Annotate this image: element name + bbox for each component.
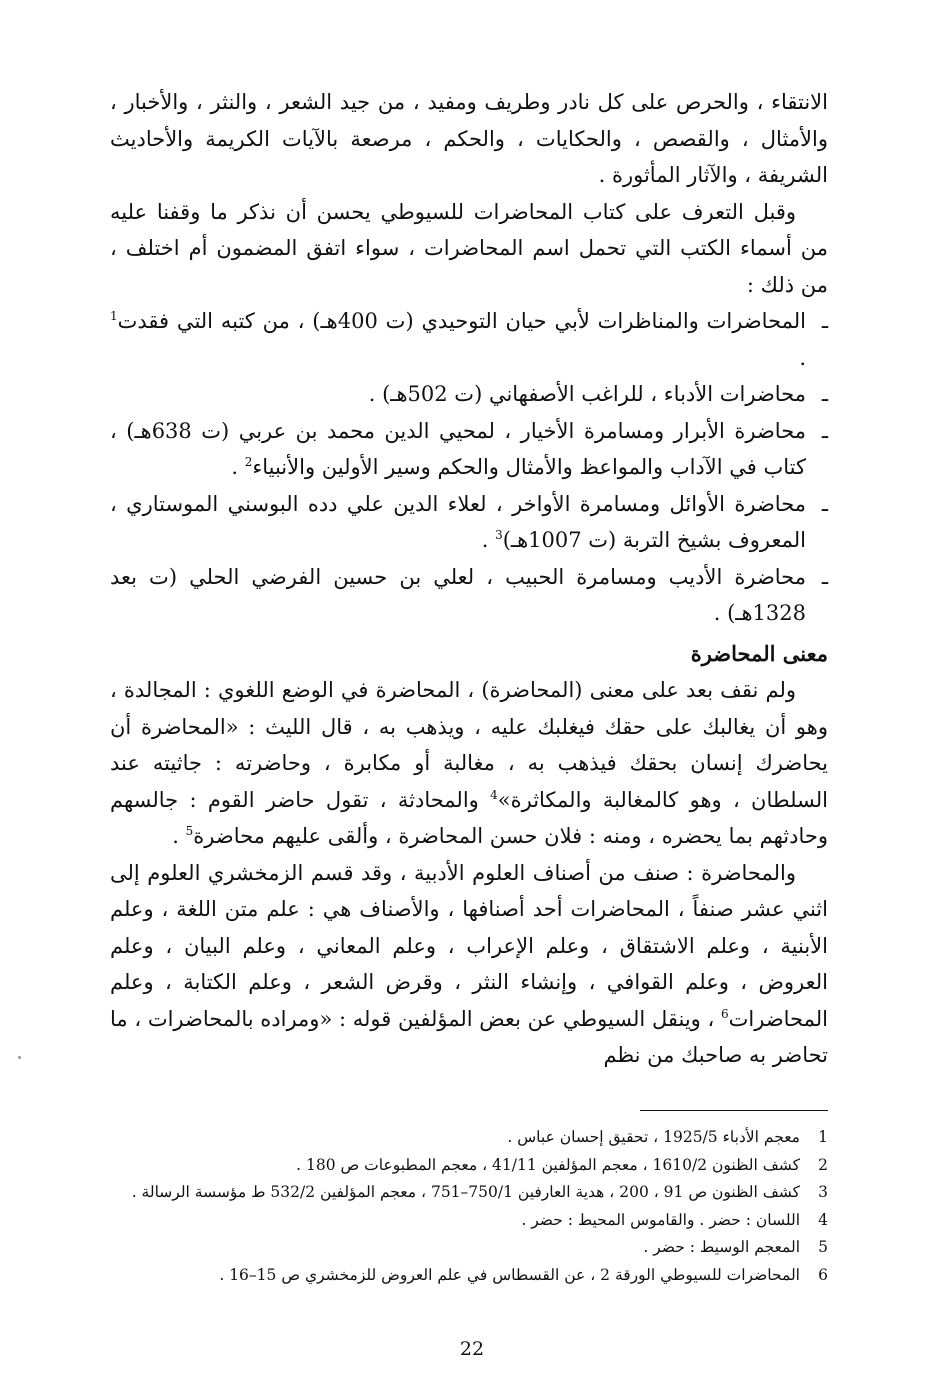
- footnote-ref[interactable]: 3: [495, 528, 503, 542]
- footnote-text: معجم الأدباء 1925/5 ، تحقيق إحسان عباس .: [507, 1128, 800, 1146]
- footnote-ref[interactable]: 5: [185, 824, 194, 838]
- footnote-number: 5: [818, 1238, 828, 1256]
- section-heading: معنى المحاضرة: [690, 640, 828, 666]
- footnote-ref[interactable]: 4: [490, 787, 498, 802]
- list-item-text: محاضرة الأوائل ومسامرة الأواخر ، لعلاء الدين علي دده البوسني الموستاري ، المعروف بشيخ التربة (ت 1007هـ): [110, 491, 806, 552]
- list-item: [110, 303, 828, 376]
- dash-bullet: ـ: [821, 564, 828, 589]
- footnote-text: كشف الظنون 1610/2 ، معجم المؤلفين 41/11 ، معجم المطبوعات ص 180 .: [296, 1155, 800, 1174]
- footnote-number: 2: [818, 1155, 828, 1174]
- list-item-text: المحاضرات والمناظرات لأبي حيان التوحيدي (ت 400هـ) ، من كتبه التي فقدت: [117, 309, 806, 333]
- dash-bullet: ـ: [821, 418, 828, 443]
- footnote: [110, 1124, 828, 1152]
- dash-bullet: ـ: [821, 491, 828, 516]
- list-item-text: محاضرة الأبرار ومسامرة الأخيار ، لمحيي الدين محمد بن عربي (ت 638هـ) ، كتاب في الآداب والمواعظ والأمثال والحكم وسير الأولين والأنبياء: [110, 418, 806, 479]
- footnote-number: 1: [818, 1128, 828, 1146]
- footnote-number: 4: [818, 1210, 828, 1229]
- footnote: [110, 1207, 828, 1235]
- list-item: [110, 376, 828, 413]
- footnote-text: اللسان : حضر . والقاموس المحيط : حضر .: [521, 1210, 800, 1229]
- list-item-text: محاضرة الأديب ومسامرة الحبيب ، لعلي بن حسين الفرضي الحلي (ت بعد 1328هـ) .: [110, 564, 806, 625]
- paragraph-2: وقبل التعرف على كتاب المحاضرات للسيوطي يحسن أن نذكر ما وقفنا عليه من أسماء الكتب التي تحمل اسم المحاضرات ، سواء اتفق المضمون أم اختلف ، من ذلك :: [110, 199, 828, 297]
- footnote-separator: [640, 1110, 828, 1111]
- footnote-ref[interactable]: 6: [721, 1006, 729, 1021]
- paragraph-3-text-b: والمحادثة ، تقول حاضر القوم : جالسهم وحادثهم بما يحضره ، ومنه : فلان حسن المحاضرة ، وألقى عليهم محاضرة: [110, 787, 828, 848]
- list-item: [110, 486, 828, 559]
- footnotes: [110, 1124, 828, 1289]
- paragraph-3-text-c: .: [172, 824, 186, 848]
- paragraph-1: الانتقاء ، والحرص على كل نادر وطريف ومفيد ، من جيد الشعر ، والنثر ، والأخبار ، والأمثال ، والقصص ، والحكايات ، والحكم ، مرصعة بالآيات الكريمة والأحاديث الشريفة ، والآثار المأثورة .: [110, 90, 828, 187]
- footnote-text: المحاضرات للسيوطي الورقة 2 ، عن القسطاس في علم العروض للزمخشري ص 15–16 .: [219, 1265, 800, 1284]
- footnote: [110, 1234, 828, 1262]
- paragraph-3: [110, 672, 828, 855]
- footnote-number: 3: [818, 1183, 828, 1201]
- list-item-tail: .: [231, 455, 245, 479]
- footnote-ref[interactable]: 2: [244, 455, 253, 469]
- list-item: [110, 413, 828, 486]
- list-item: [110, 559, 828, 632]
- paragraph-4-text-a: والمحاضرة : صنف من أصناف العلوم الأدبية ، وقد قسم الزمخشري العلوم إلى اثني عشر صنفاً ، المحاضرات أحد أصنافها ، والأصناف هي : علم متن اللغة ، وعلم الأبنية ، وعلم الاشتقاق ، وعلم الإعراب ، وعلم المعاني ، وعلم البيان ، وعلم العروض ، وعلم القوافي ، وإنشاء النثر ، وقرض الشعر ، وعلم الكتابة ، وعلم المحاضرات: [110, 860, 828, 1031]
- dash-bullet: ـ: [821, 382, 828, 406]
- footnote: [110, 1179, 828, 1207]
- footnote-number: 6: [818, 1265, 828, 1284]
- paragraph-3-text-a: ولم نقف بعد على معنى (المحاضرة) ، المحاضرة في الوضع اللغوي : المجالدة ، وهو أن يغالبك على حقك فيغلبك عليه ، ويذهب به ، قال الليث : «المحاضرة أن يحاضرك إنسان بحقك فيذهب به ، مغالبة أو مكابرة ، وحاضرته : جاثيته عند السلطان ، وهو كالمغالبة والمكاثرة»: [110, 678, 828, 812]
- footnote: [110, 1262, 828, 1290]
- footnote-text: المعجم الوسيط : حضر .: [643, 1238, 800, 1256]
- footnote-text: كشف الظنون ص 91 ، 200 ، هدية العارفين 750/1–751 ، معجم المؤلفين 532/2 ط مؤسسة الرسالة .: [131, 1183, 800, 1201]
- scan-speck: [18, 1056, 21, 1059]
- dash-bullet: ـ: [821, 309, 828, 333]
- footnote-ref[interactable]: 1: [110, 309, 118, 323]
- footnote: [110, 1152, 828, 1180]
- list-item-text: محاضرات الأدباء ، للراغب الأصفهاني (ت 502هـ) .: [368, 382, 806, 406]
- paragraph-4-text-b: ، وينقل السيوطي عن بعض المؤلفين قوله : «ومراده بالمحاضرات ، ما تحاضر به صاحبك من نظم: [110, 1006, 828, 1067]
- list-item-tail: .: [481, 528, 496, 552]
- list-item-tail: .: [799, 345, 806, 370]
- page-number: 22: [459, 1338, 485, 1360]
- paragraph-4: [110, 855, 828, 1074]
- main-text: [110, 84, 828, 1074]
